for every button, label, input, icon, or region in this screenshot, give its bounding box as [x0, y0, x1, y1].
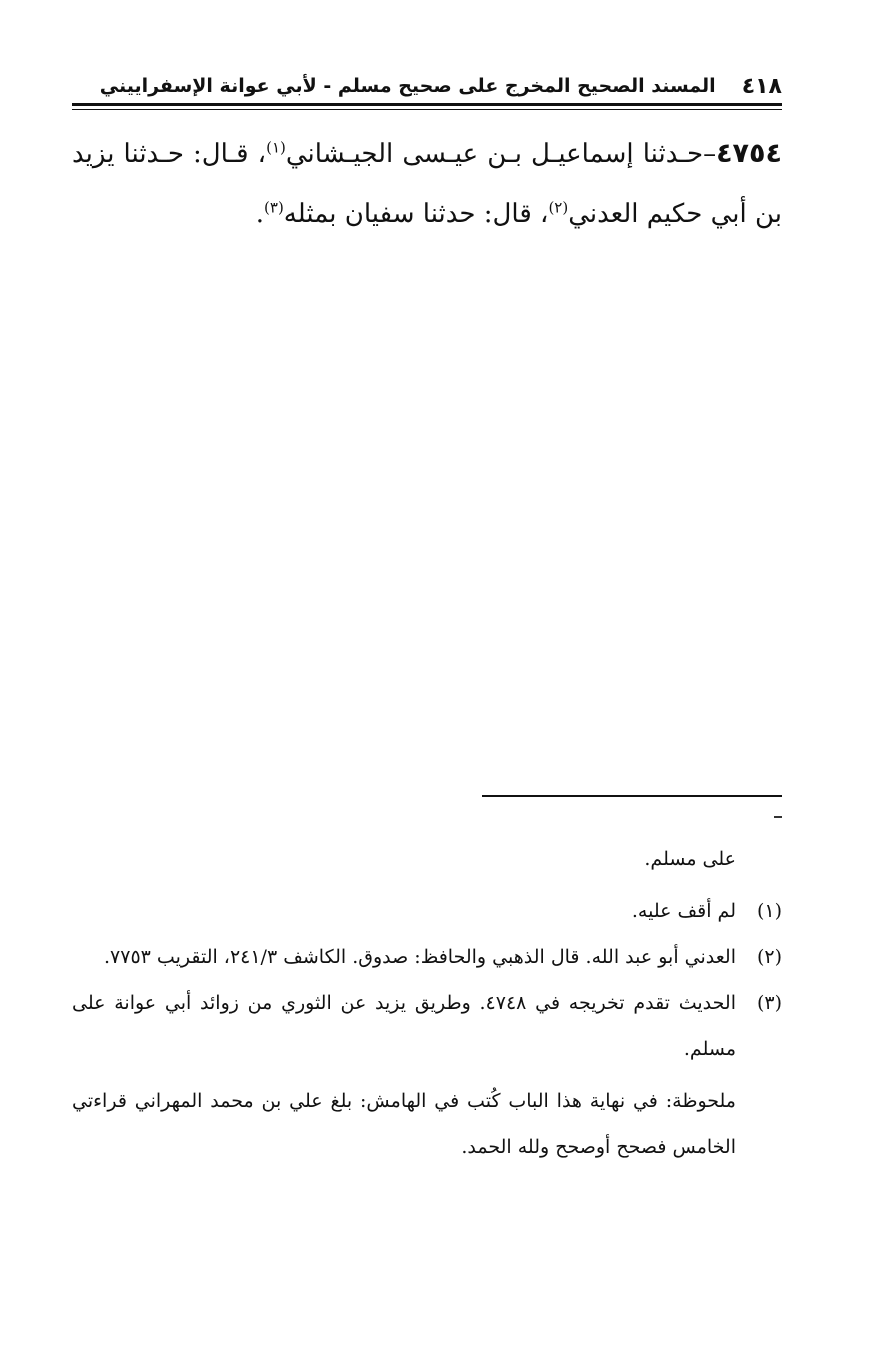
hadith-number: ٤٧٥٤	[716, 138, 782, 169]
footnote-2	[72, 934, 782, 980]
hadith-text-part-2: ، قـال: حـدثنا يزيد بن أبي حكيم العدني	[72, 139, 782, 229]
footnote-3	[72, 980, 782, 1072]
page-number: ٤١٨	[741, 73, 782, 99]
footnote-continuation: على مسلم.	[644, 848, 736, 870]
footnotes	[72, 836, 782, 1170]
hadith-text-part-1: حـدثنا إسماعيـل بـن عيـسى الجيـشاني	[285, 139, 704, 169]
footnote-number: (٢)	[756, 946, 782, 968]
hadith-text	[72, 124, 782, 244]
header-rule-thin	[72, 109, 782, 110]
footnote-ref-1: (١)	[266, 138, 286, 157]
hadith-text-end: .	[255, 199, 265, 229]
footnote-ref-3: (٣)	[264, 198, 284, 217]
continuation-mark	[774, 816, 782, 818]
running-header	[72, 68, 782, 104]
footnote-ref-2: (٢)	[548, 198, 569, 217]
footnote-1	[72, 888, 782, 934]
footnote-text: العدني أبو عبد الله. قال الذهبي والحافظ: صدوق. الكاشف ٢٤١/٣، التقريب ٧٧٥٣.	[104, 946, 736, 968]
running-title: المسند الصحيح المخرج على صحيح مسلم - لأبي عوانة الإسفراييني	[99, 75, 716, 97]
hadith-dash: –	[703, 139, 717, 169]
margin-note: ملحوظة: في نهاية هذا الباب كُتب في الهامش: بلغ علي بن محمد المهراني قراءتي الخامس فصحح أوصحح ولله الحمد.	[72, 1090, 736, 1158]
header-rule-thick	[72, 103, 782, 106]
hadith-text-part-3: ، قال: حدثنا سفيان بمثله	[283, 199, 549, 229]
footnote-number: (٣)	[756, 992, 782, 1014]
footnote-text: الحديث تقدم تخريجه في ٤٧٤٨. وطريق يزيد عن الثوري من زوائد أبي عوانة على مسلم.	[72, 992, 736, 1060]
footnote-text: لم أقف عليه.	[631, 900, 736, 922]
footnote-number: (١)	[756, 900, 782, 922]
footnote-separator	[482, 795, 782, 797]
